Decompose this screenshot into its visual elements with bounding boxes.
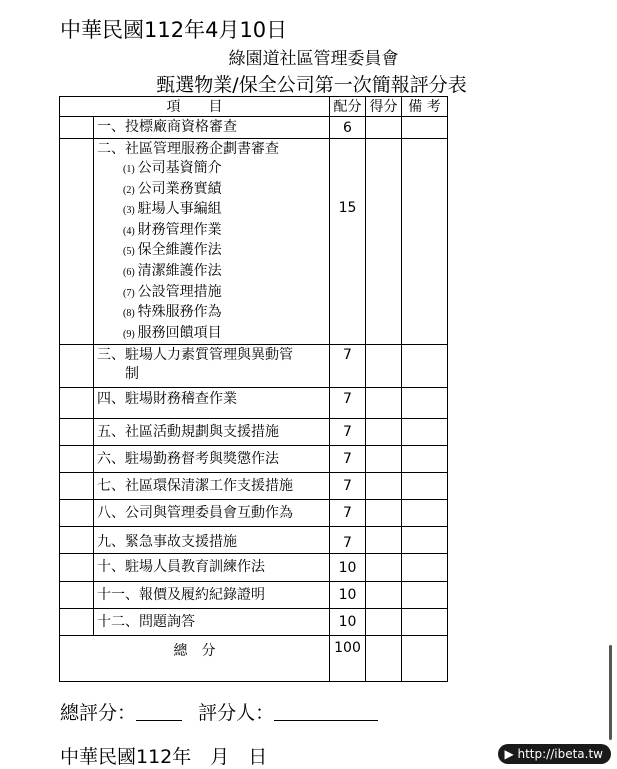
row-label: 十、駐場人員教育訓練作法	[94, 554, 330, 582]
total-label: 總 分	[60, 636, 330, 682]
score-cell[interactable]	[366, 582, 402, 609]
remarks-cell[interactable]	[402, 139, 448, 345]
table-row	[60, 117, 448, 139]
row-label: 一、投標廠商資格審查	[94, 117, 330, 139]
remarks-cell[interactable]	[402, 117, 448, 139]
score-cell[interactable]	[366, 554, 402, 582]
sub-item: (2) 公司業務實績	[123, 180, 222, 197]
total-row	[60, 636, 448, 682]
row-points: 7	[330, 345, 366, 388]
row-label: 七、社區環保清潔工作支援措施	[94, 473, 330, 500]
row-points: 10	[330, 554, 366, 582]
sub-item: (3) 駐場人事編組	[123, 201, 222, 218]
table-row	[60, 609, 448, 636]
rater-blank[interactable]	[274, 719, 378, 721]
total-score-blank[interactable]	[136, 719, 182, 721]
remarks-cell[interactable]	[402, 527, 448, 554]
remarks-cell[interactable]	[402, 345, 448, 388]
scrollbar[interactable]	[609, 645, 612, 740]
table-row	[60, 345, 448, 388]
row-label: 十二、問題詢答	[94, 609, 330, 636]
column-header-item: 項 目	[60, 97, 330, 117]
remarks-cell[interactable]	[402, 473, 448, 500]
remarks-cell[interactable]	[402, 609, 448, 636]
table-row	[60, 139, 448, 345]
rater-label: 評分人：	[198, 702, 275, 724]
column-header-remarks: 備 考	[402, 97, 448, 117]
row-points: 6	[330, 117, 366, 139]
score-cell[interactable]	[366, 446, 402, 473]
table-row	[60, 388, 448, 419]
column-header-score: 得分	[366, 97, 402, 117]
row-label: 十一、報價及履約紀錄證明	[94, 582, 330, 609]
row-label: 五、社區活動規劃與支援措施	[94, 419, 330, 446]
row-points: 7	[330, 527, 366, 554]
row-points: 7	[330, 500, 366, 527]
row-points: 10	[330, 582, 366, 609]
score-table	[59, 96, 447, 676]
remarks-cell[interactable]	[402, 446, 448, 473]
footer-date: 中華民國112年 月 日	[60, 746, 268, 768]
table-row	[60, 419, 448, 446]
table-row	[60, 473, 448, 500]
score-cell[interactable]	[366, 527, 402, 554]
row-label: 二、社區管理服務企劃書審查 (1) 公司基資簡介 (2) 公司業務實績 (3) 駐場人事編組 (4) 財務管理作業 (5) 保全維護作法 (6) 清潔維護作法 (7) 公設管理措施 (8) 特殊服務作為 (9) 服務回饋項目	[94, 139, 330, 345]
score-cell[interactable]	[366, 609, 402, 636]
remarks-cell[interactable]	[402, 554, 448, 582]
score-cell[interactable]	[366, 345, 402, 388]
score-cell[interactable]	[366, 388, 402, 419]
table-row	[60, 582, 448, 609]
sub-item: (8) 特殊服務作為	[123, 304, 222, 321]
sub-item: (6) 清潔維護作法	[123, 262, 222, 279]
sub-item: (1) 公司基資簡介	[123, 160, 222, 176]
organization-name: 綠園道社區管理委員會	[228, 49, 399, 69]
remarks-cell[interactable]	[402, 500, 448, 527]
document-date: 中華民國112年4月10日	[60, 18, 288, 42]
sub-item: (5) 保全維護作法	[123, 242, 222, 259]
row-label: 九、緊急事故支援措施	[94, 527, 330, 554]
column-header-points: 配分	[330, 97, 366, 117]
total-score-label: 總評分：	[60, 702, 137, 724]
score-cell[interactable]	[366, 117, 402, 139]
row-label: 六、駐場勤務督考與獎懲作法	[94, 446, 330, 473]
table-row	[60, 554, 448, 582]
summary-line	[60, 698, 378, 725]
sub-item: (9) 服務回饋項目	[123, 324, 222, 341]
row-points: 7	[330, 388, 366, 419]
row-points: 7	[330, 419, 366, 446]
table-row	[60, 446, 448, 473]
document-title: 甄選物業/保全公司第一次簡報評分表	[156, 74, 467, 96]
row-points: 7	[330, 446, 366, 473]
score-cell[interactable]	[366, 419, 402, 446]
row-label: 三、駐場人力素質管理與異動管 制	[94, 345, 330, 388]
total-remarks-cell[interactable]	[402, 636, 448, 682]
remarks-cell[interactable]	[402, 388, 448, 419]
sub-item: (7) 公設管理措施	[123, 283, 222, 300]
remarks-cell[interactable]	[402, 582, 448, 609]
score-cell[interactable]	[366, 500, 402, 527]
table-header-row	[60, 97, 448, 117]
table-row	[60, 500, 448, 527]
table-row	[60, 527, 448, 554]
row-points: 7	[330, 473, 366, 500]
row-label: 四、駐場財務稽查作業	[94, 388, 330, 419]
row-label: 八、公司與管理委員會互動作為	[94, 500, 330, 527]
play-icon: ▶	[504, 747, 518, 761]
score-cell[interactable]	[366, 473, 402, 500]
score-cell[interactable]	[366, 139, 402, 345]
total-points: 100	[330, 636, 366, 682]
row-points: 10	[330, 609, 366, 636]
total-score-cell[interactable]	[366, 636, 402, 682]
remarks-cell[interactable]	[402, 419, 448, 446]
row-points: 15	[330, 139, 366, 345]
sub-item: (4) 財務管理作業	[123, 221, 222, 238]
watermark: ▶ http://ibeta.tw	[498, 744, 611, 764]
